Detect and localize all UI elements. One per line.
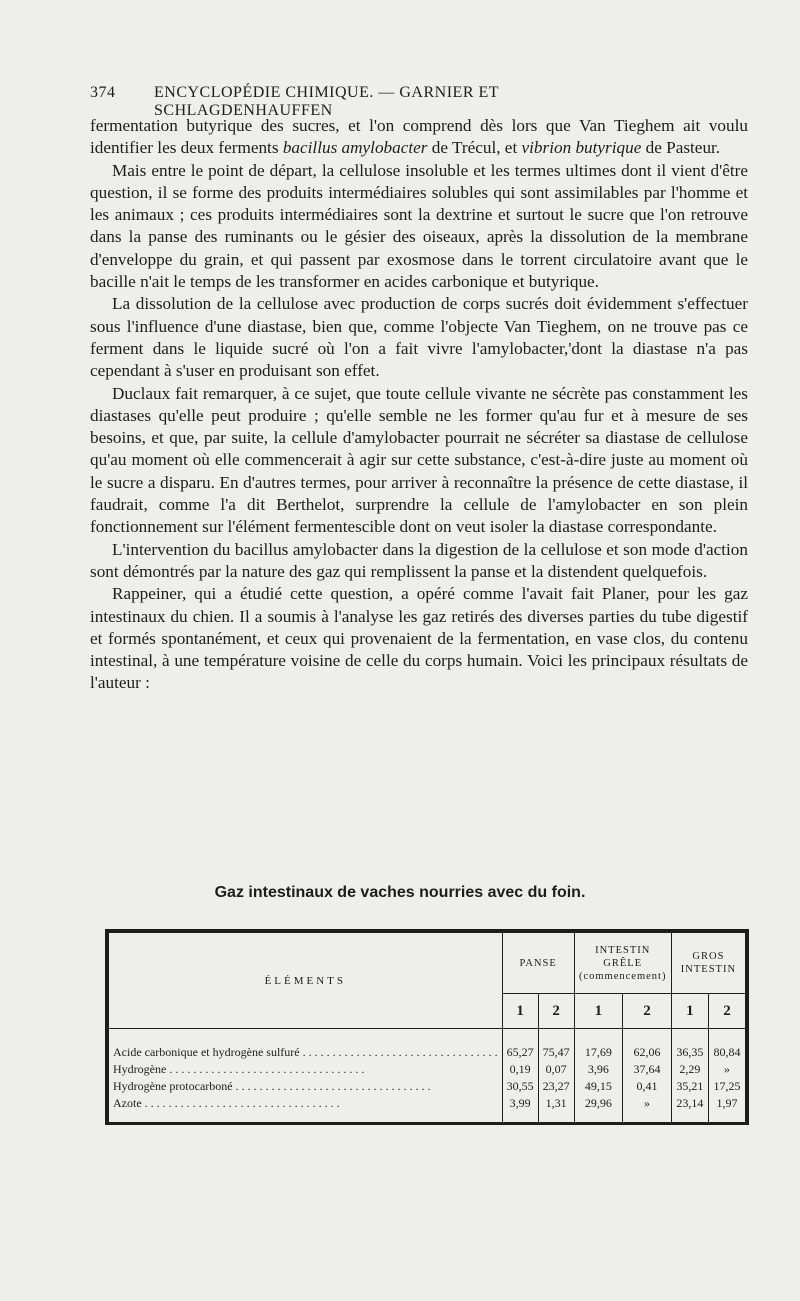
subheader-grele-1: 1 — [574, 994, 623, 1029]
body-text — [90, 115, 748, 695]
row-label: Azote . . . — [109, 1095, 503, 1122]
paragraph-6: Rappeiner, qui a étudié cette question, a opéré comme l'avait fait Planer, pour les gaz intestinaux du chien. Il a soumis à l'analyse les gaz retirés des diverses parties du tube digestif et formés spontanément, et ceux qui provenaient de la fermentation, en vase clos, du contenu intestinal, à une température voisine de celle du corps humain. Voici les principaux résultats de l'auteur : — [90, 584, 748, 693]
cell-value: 75,47 — [538, 1029, 574, 1061]
cell-value: 3,96 — [574, 1061, 623, 1078]
page-number: 374 — [90, 84, 116, 101]
cell-value: 30,55 — [502, 1078, 538, 1095]
p1-text-a: fermentation butyrique des sucres, et l'on comprend dès lors que Van Tieghem ait voulu identifier les deux ferments — [90, 116, 748, 158]
cell-value: 36,35 — [671, 1029, 708, 1061]
cell-value: 2,29 — [671, 1061, 708, 1078]
row-label: Hydrogène protocarboné . . . — [109, 1078, 503, 1095]
subheader-panse-2: 2 — [538, 994, 574, 1029]
p1-italic-vibrion: vibrion butyrique — [521, 138, 642, 158]
table-row — [109, 1078, 746, 1095]
cell-value: 65,27 — [502, 1029, 538, 1061]
row-label: Hydrogène . . . — [109, 1061, 503, 1078]
running-head: ENCYCLOPÉDIE CHIMIQUE. — GARNIER ET SCHLAGDENHAUFFEN — [154, 84, 499, 119]
subheader-grele-2: 2 — [623, 994, 672, 1029]
cell-value: 37,64 — [623, 1061, 672, 1078]
paragraph-1 — [90, 115, 748, 160]
paragraph-4: Duclaux fait remarquer, à ce sujet, que toute cellule vivante ne sécrète pas constamment les diastases qu'elle peut produire ; qu'elle semble ne les former qu'au fur et à mesure de ses besoins, et que, par suite, la cellule d'amylobacter pourrait ne sécréter sa diastase de cellulose qu'au moment où elle commencerait à agir sur cette substance, c'est-à-dire juste au moment où le sucre a disparu. En d'autres termes, pour arriver à reconnaître la présence de cette diastase, il faudrait, comme l'a dit Berthelot, surprendre la cellule de l'amylobacter en son plein fonctionnement sur l'élément fermentescible dont on veut isoler la diastase correspondante. — [90, 383, 748, 537]
cell-value: 23,14 — [671, 1095, 708, 1122]
paragraph-2: Mais entre le point de départ, la cellulose insoluble et les termes ultimes dont il vient d'être question, il se forme des produits intermédiaires solubles qui sont assimilables par l'homme et les animaux ; ces produits intermédiaires sont la dextrine et surtout le sucre que l'on retrouve dans la panse des ruminants ou le gésier des oiseaux, après la dissolution de la membrane d'enveloppe du grain, et qui passent par exosmose dans le torrent circulatoire avant que le bacille n'ait le temps de les transformer en acides carbonique et butyrique. — [90, 160, 748, 292]
cell-value: 62,06 — [623, 1029, 672, 1061]
cell-value: 0,07 — [538, 1061, 574, 1078]
cell-value: » — [708, 1061, 745, 1078]
subheader-panse-1: 1 — [502, 994, 538, 1029]
table-row — [109, 1061, 746, 1078]
table-row — [109, 1095, 746, 1122]
cell-value: 29,96 — [574, 1095, 623, 1122]
table-row — [109, 1029, 746, 1061]
cell-value: 3,99 — [502, 1095, 538, 1122]
cell-value: 17,25 — [708, 1078, 745, 1095]
header-intestin-grele — [574, 933, 671, 994]
paragraph-5: L'intervention du bacillus amylobacter dans la digestion de la cellulose et son mode d'action sont démontrés par la nature des gaz qui remplissent la panse et la distendent quelquefois. — [90, 539, 748, 581]
grele-label: INTESTIN GRÊLE — [595, 944, 651, 969]
row-label: Acide carbonique et hydrogène sulfuré . . . — [109, 1029, 503, 1061]
table-title: Gaz intestinaux de vaches nourries avec du foin. — [214, 884, 586, 901]
cell-value: 17,69 — [574, 1029, 623, 1061]
cell-value: 0,41 — [623, 1078, 672, 1095]
cell-value: 23,27 — [538, 1078, 574, 1095]
cell-value: 0,19 — [502, 1061, 538, 1078]
paragraph-3: La dissolution de la cellulose avec production de corps sucrés doit évidemment s'effectuer sous l'influence d'une diastase, bien que, comme l'objecte Van Tieghem, on ne trouve pas ce ferment dans le liquide sucré où l'on a fait vivre l'amylobacter,'dont la diastase n'a pas cependant à s'user en produisant son effet. — [90, 294, 748, 381]
header-elements: ÉLÉMENTS — [109, 933, 503, 1029]
header-gros-intestin: GROS INTESTIN — [671, 933, 745, 994]
grele-sublabel: (commencement) — [578, 970, 667, 982]
cell-value: 35,21 — [671, 1078, 708, 1095]
cell-value: 1,31 — [538, 1095, 574, 1122]
subheader-gros-2: 2 — [708, 994, 745, 1029]
cell-value: 80,84 — [708, 1029, 745, 1061]
p1-text-e: de Pasteur. — [641, 138, 721, 158]
p1-text-c: de Trécul, et — [427, 138, 522, 158]
cell-value: 49,15 — [574, 1078, 623, 1095]
gas-table — [105, 929, 749, 1125]
header-panse: PANSE — [502, 933, 574, 994]
cell-value: 1,97 — [708, 1095, 745, 1122]
subheader-gros-1: 1 — [671, 994, 708, 1029]
cell-value: » — [623, 1095, 672, 1122]
p1-italic-bacillus: bacillus amylobacter — [282, 138, 428, 158]
